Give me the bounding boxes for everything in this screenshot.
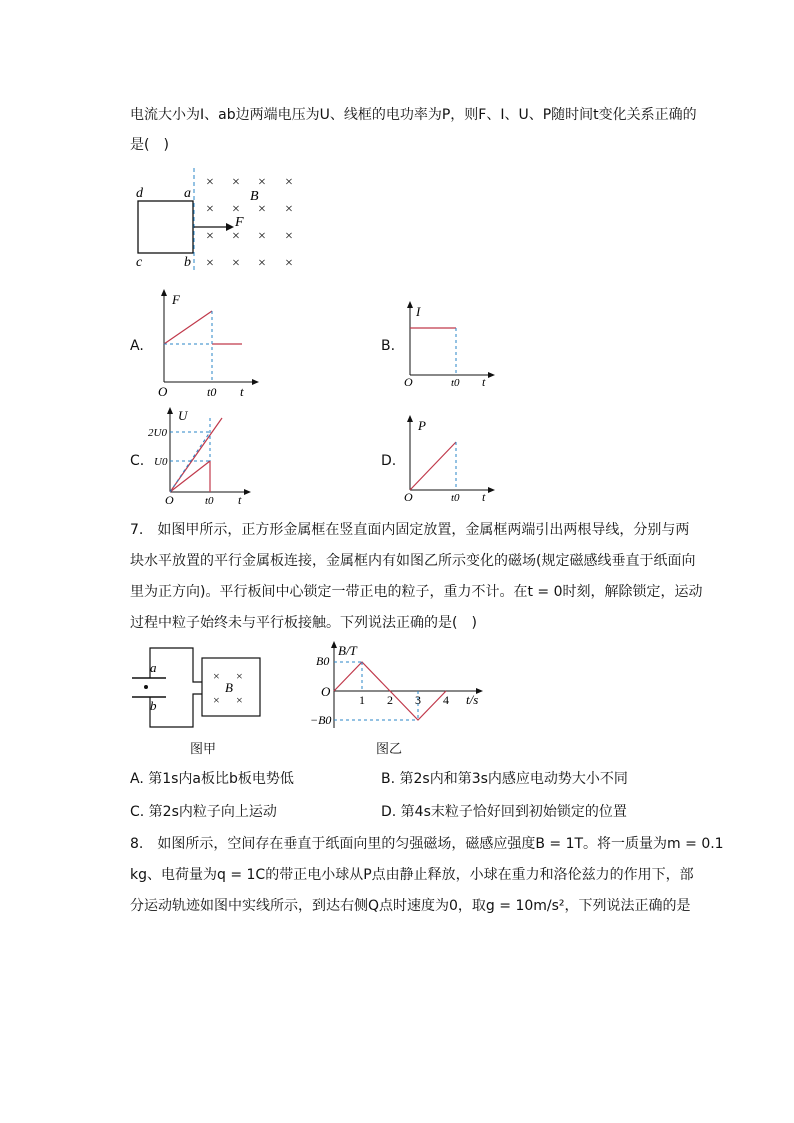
q6-text-line-1: 电流大小为I、ab边两端电压为U、线框的电功率为P，则F、I、U、P随时间t变化关系正确的 xyxy=(130,107,697,123)
q6-option-c-label[interactable]: C. xyxy=(130,453,145,469)
svg-text:O: O xyxy=(321,684,331,699)
q8-text-line-3: 分运动轨迹如图中实线所示，到达右侧Q点时速度为0，取g = 10m/s²，下列说法正确的是 xyxy=(130,898,691,914)
q6-option-b-label[interactable]: B. xyxy=(381,338,396,354)
svg-text:×: × xyxy=(285,229,293,244)
q7-figure-yi xyxy=(308,640,488,732)
svg-text:×: × xyxy=(213,669,220,683)
q6-magnetic-field-figure xyxy=(128,164,318,274)
q6-option-d-graph[interactable] xyxy=(402,414,502,504)
svg-text:I: I xyxy=(416,304,421,319)
svg-text:t: t xyxy=(482,375,486,388)
svg-text:b: b xyxy=(150,698,157,713)
svg-text:t0: t0 xyxy=(205,495,214,506)
svg-text:×: × xyxy=(232,175,240,190)
svg-text:U0: U0 xyxy=(154,456,168,468)
q7-text-line-4: 过程中粒子始终未与平行板接触。下列说法正确的是( ) xyxy=(130,615,477,631)
q7-text-line-3: 里为正方向)。平行板间中心锁定一带正电的粒子，重力不计。在t = 0时刻，解除锁定，运动 xyxy=(130,584,703,600)
q6-option-a-graph[interactable] xyxy=(152,288,262,400)
svg-text:B/T: B/T xyxy=(338,643,357,658)
label-a: a xyxy=(184,186,191,201)
svg-text:×: × xyxy=(206,229,214,244)
q6-option-c-graph[interactable] xyxy=(146,406,256,506)
svg-text:1: 1 xyxy=(359,693,365,707)
q6-option-d-label[interactable]: D. xyxy=(381,453,397,469)
q7-option-c[interactable]: C. 第2s内粒子向上运动 xyxy=(130,804,277,820)
label-F: F xyxy=(235,215,244,230)
svg-text:4: 4 xyxy=(443,693,449,707)
q7-text-line-2: 块水平放置的平行金属板连接，金属框内有如图乙所示变化的磁场(规定磁感线垂直于纸面向 xyxy=(130,553,696,569)
svg-text:×: × xyxy=(236,669,243,683)
svg-text:3: 3 xyxy=(415,693,421,707)
q8-text-line-1: 8. 如图所示，空间存在垂直于纸面向里的匀强磁场，磁感应强度B = 1T。将一质量为m = 0.1 xyxy=(130,836,724,852)
label-c: c xyxy=(136,255,143,270)
svg-text:F: F xyxy=(172,292,180,307)
svg-text:×: × xyxy=(232,202,240,217)
svg-text:t0: t0 xyxy=(207,385,217,399)
svg-text:×: × xyxy=(285,175,293,190)
q7-option-a[interactable]: A. 第1s内a板比b板电势低 xyxy=(130,771,294,787)
svg-text:t0: t0 xyxy=(451,377,460,388)
svg-text:O: O xyxy=(404,490,413,504)
svg-text:2U0: 2U0 xyxy=(148,427,167,439)
q6-option-b-graph[interactable] xyxy=(402,300,502,388)
svg-text:×: × xyxy=(206,202,214,217)
svg-text:−B0: −B0 xyxy=(310,713,332,727)
label-b: b xyxy=(184,255,191,270)
svg-text:B: B xyxy=(225,680,233,695)
svg-text:U: U xyxy=(178,408,188,423)
svg-text:×: × xyxy=(213,693,220,707)
svg-text:t/s: t/s xyxy=(466,692,479,707)
svg-text:×: × xyxy=(236,693,243,707)
rising-segment xyxy=(164,311,212,344)
svg-text:O: O xyxy=(158,384,168,399)
q7-figure-jia xyxy=(128,644,268,734)
svg-text:t: t xyxy=(240,384,244,399)
q7-option-d[interactable]: D. 第4s末粒子恰好回到初始锁定的位置 xyxy=(381,804,627,820)
svg-text:×: × xyxy=(232,229,240,244)
svg-text:×: × xyxy=(258,229,266,244)
svg-text:×: × xyxy=(232,256,240,271)
svg-text:t0: t0 xyxy=(451,492,460,504)
svg-text:B0: B0 xyxy=(316,654,330,668)
q6-text-line-2: 是( ) xyxy=(130,137,169,153)
svg-text:×: × xyxy=(285,256,293,271)
svg-text:O: O xyxy=(404,375,413,388)
svg-text:O: O xyxy=(165,493,174,506)
svg-text:×: × xyxy=(285,202,293,217)
svg-text:×: × xyxy=(258,202,266,217)
caption-jia: 图甲 xyxy=(190,742,217,757)
svg-text:t: t xyxy=(238,493,242,506)
svg-text:a: a xyxy=(150,660,157,675)
square-frame xyxy=(138,201,193,253)
label-d: d xyxy=(136,186,143,201)
svg-text:×: × xyxy=(206,256,214,271)
q6-option-a-label[interactable]: A. xyxy=(130,338,144,354)
svg-text:×: × xyxy=(258,175,266,190)
q7-option-b[interactable]: B. 第2s内和第3s内感应电动势大小不同 xyxy=(381,771,628,787)
svg-text:P: P xyxy=(418,418,426,433)
q7-text-line-1: 7. 如图甲所示，正方形金属框在竖直面内固定放置，金属框两端引出两根导线，分别与两 xyxy=(130,522,690,538)
particle xyxy=(144,685,148,689)
q8-text-line-2: kg、电荷量为q = 1C的带正电小球从P点由静止释放，小球在重力和洛伦兹力的作用下，部 xyxy=(130,867,694,883)
svg-text:t: t xyxy=(482,490,486,504)
caption-yi: 图乙 xyxy=(376,742,403,757)
svg-text:×: × xyxy=(258,256,266,271)
svg-text:2: 2 xyxy=(387,693,393,707)
label-B: B xyxy=(250,189,259,204)
svg-text:×: × xyxy=(206,175,214,190)
